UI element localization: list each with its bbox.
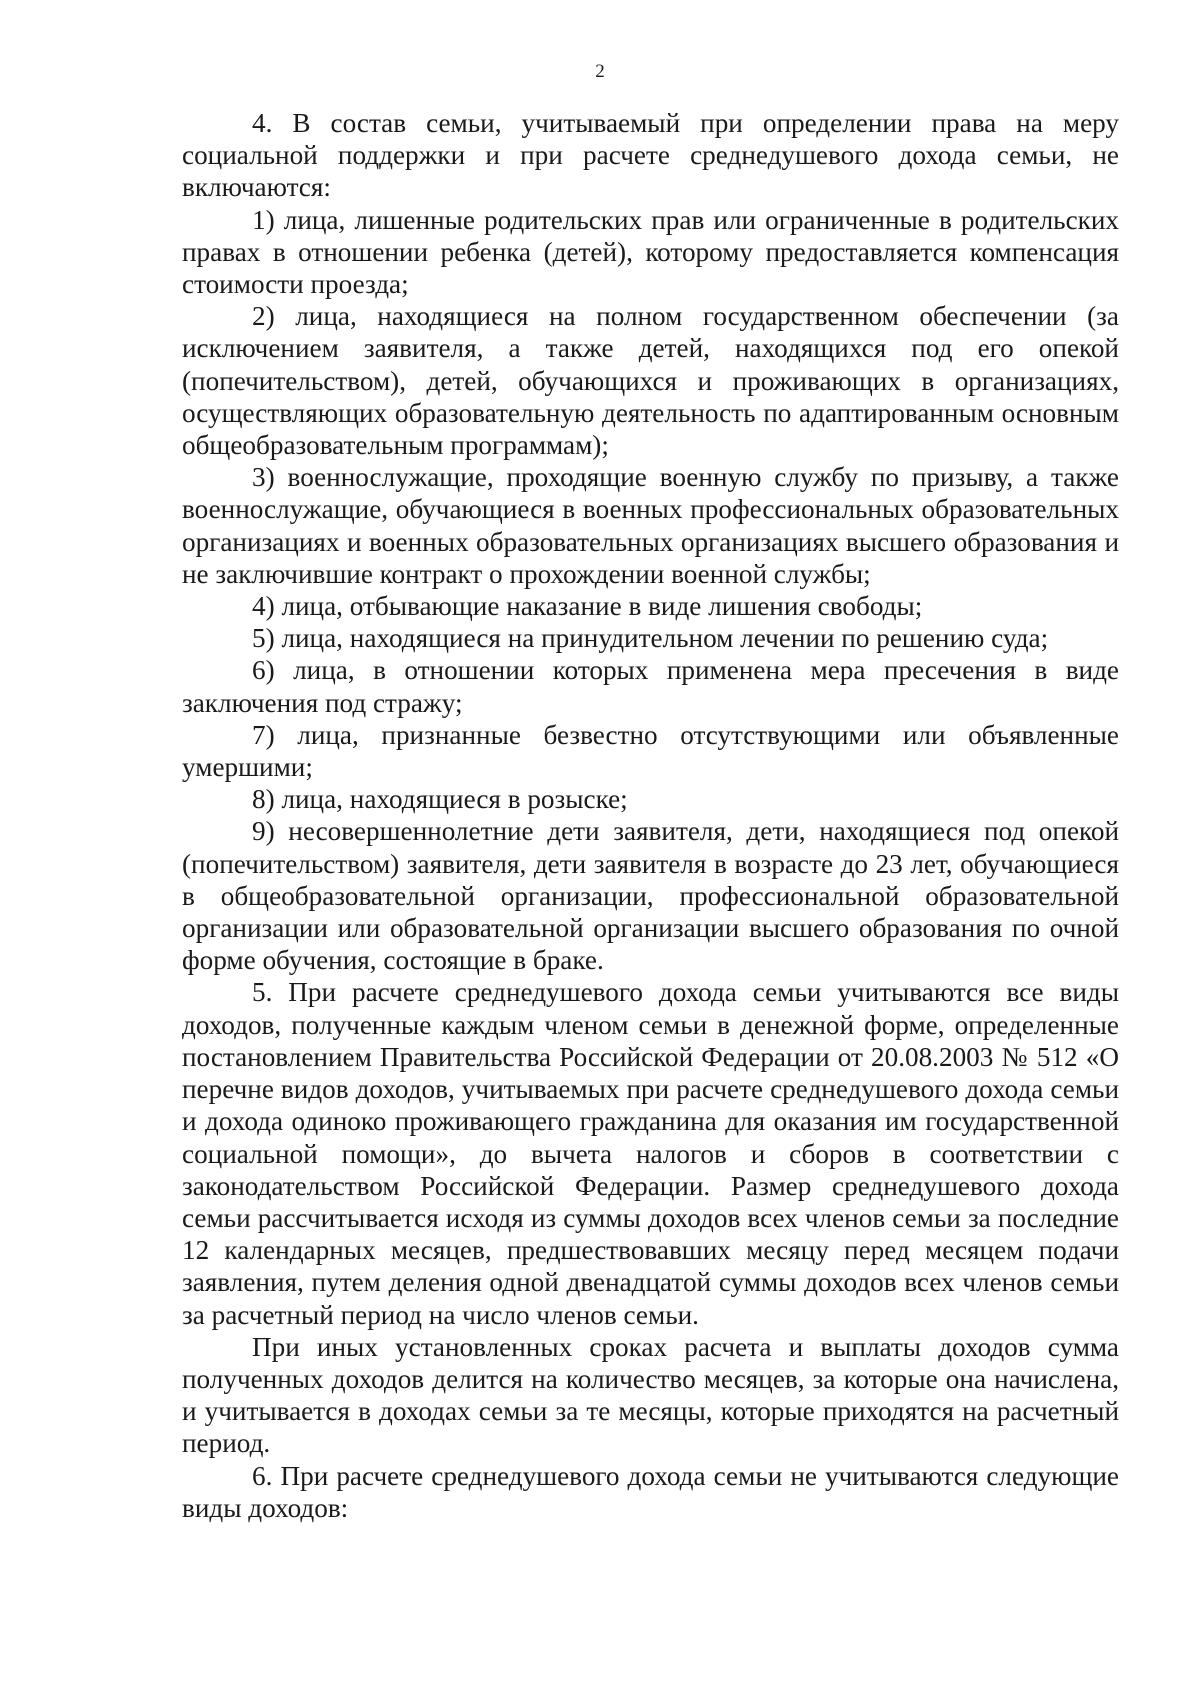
paragraph-subitem-8: 8) лица, находящиеся в розыске; bbox=[252, 784, 628, 815]
page-number: 2 bbox=[595, 61, 605, 82]
paragraph-subitem-5: 5) лица, находящиеся на принудительном лечении по решению суда; bbox=[252, 623, 1049, 654]
paragraph-subitem-9: 9) несовершеннолетние дети заявителя, дети, находящиеся под опекой (попечительством) заявителя, дети заявителя в возрасте до 23 лет, обучающиеся в общеобразовательной организации, профессиональной образовательной организации или образовательной организации высшего образования по очной форме обучения, состоящие в браке. bbox=[182, 816, 1119, 976]
paragraph-subitem-4: 4) лица, отбывающие наказание в виде лишения свободы; bbox=[252, 591, 923, 622]
paragraph-item-6: 6. При расчете среднедушевого дохода семьи не учитываются следующие виды доходов: bbox=[182, 1460, 1119, 1523]
paragraph-subitem-2: 2) лица, находящиеся на полном государственном обеспечении (за исключением заявителя, а также детей, находящихся под его опекой (попечительством), детей, обучающихся и проживающих в организациях, осуществляющих образовательную деятельность по адаптированным основным общеобразовательным программам); bbox=[182, 301, 1119, 461]
paragraph-item-5-continued: При иных установленных сроках расчета и выплаты доходов сумма полученных доходов делится на количество месяцев, за которые она начислена, и учитывается в доходах семьи за те месяцы, которые приходятся на расчетный период. bbox=[182, 1331, 1119, 1459]
paragraph-item-4: 4. В состав семьи, учитываемый при определении права на меру социальной поддержки и при расчете среднедушевого дохода семьи, не включаются: bbox=[182, 108, 1119, 203]
document-body bbox=[182, 107, 1119, 1524]
paragraph-subitem-3: 3) военнослужащие, проходящие военную службу по призыву, а также военнослужащие, обучающиеся в военных профессиональных образовательных организациях и военных образовательных организациях высшего образования и не заключившие контракт о прохождении военной службы; bbox=[182, 462, 1119, 589]
paragraph-subitem-7: 7) лица, признанные безвестно отсутствующими или объявленные умершими; bbox=[182, 719, 1119, 783]
paragraph-subitem-6: 6) лица, в отношении которых применена мера пресечения в виде заключения под стражу; bbox=[182, 655, 1119, 718]
paragraph-item-5: 5. При расчете среднедушевого дохода семьи учитываются все виды доходов, полученные каждым членом семьи в денежной форме, определенные постановлением Правительства Российской Федерации от 20.08.2003 № 512 «О перечне видов доходов, учитываемых при расчете среднедушевого дохода семьи и дохода одиноко проживающего гражданина для оказания им государственной социальной помощи», до вычета налогов и сборов в соответствии с законодательством Российской Федерации. Размер среднедушевого дохода семьи рассчитывается исходя из суммы доходов всех членов семьи за последние 12 календарных месяцев, предшествовавших месяцу перед месяцем подачи заявления, путем деления одной двенадцатой суммы доходов всех членов семьи за расчетный период на число членов семьи. bbox=[182, 977, 1119, 1330]
paragraph-subitem-1: 1) лица, лишенные родительских прав или ограниченные в родительских правах в отношении ребенка (детей), которому предоставляется компенсация стоимости проезда; bbox=[182, 204, 1119, 300]
